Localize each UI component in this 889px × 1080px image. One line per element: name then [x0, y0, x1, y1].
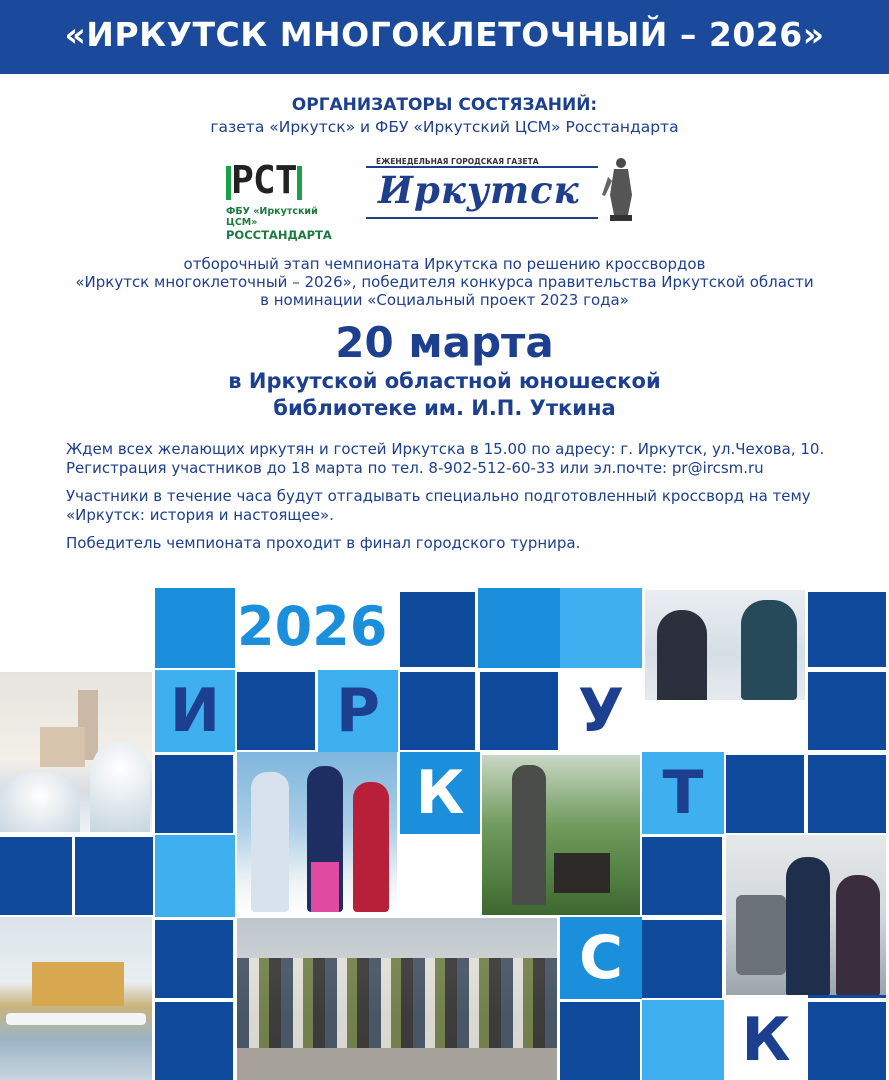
letter-t: Т	[662, 758, 704, 828]
info-registration: Регистрация участников до 18 марта по тел. 8-902-512-60-33 или эл.почте: pr@ircsm.ru	[66, 459, 764, 477]
grid-cell	[808, 592, 886, 667]
event-date: 20 марта	[335, 318, 554, 367]
newspaper-name: Иркутск	[378, 168, 580, 212]
photo-library-workshop	[645, 590, 805, 748]
grid-cell	[400, 672, 475, 750]
info-address: Ждем всех желающих иркутян и гостей Иркутска в 15.00 по адресу: г. Иркутск, ул.Чехова, 10.	[66, 440, 825, 458]
rst-logo-line2: РОССТАНДАРТА	[226, 228, 332, 242]
grid-cell	[642, 1000, 724, 1080]
letter-r: Р	[336, 676, 380, 746]
grid-cell	[478, 588, 560, 668]
grid-cell	[642, 920, 722, 998]
letter-i: И	[169, 676, 221, 746]
letter-cell-k2	[726, 1000, 806, 1080]
info-paragraph-2	[66, 487, 866, 525]
grid-cell	[808, 672, 886, 750]
photo-sports-winners	[237, 752, 397, 914]
description-line-1: отборочный этап чемпионата Иркутска по решению кроссвордов	[183, 255, 706, 273]
grid-cell	[155, 588, 235, 668]
monument-statue-icon	[598, 155, 644, 223]
grid-cell	[155, 835, 235, 917]
description-line-2: «Иркутск многоклеточный – 2026», победителя конкурса правительства Иркутской области	[75, 273, 814, 291]
grid-cell	[75, 837, 153, 915]
letter-cell-r	[318, 670, 398, 752]
letter-cell-t	[642, 752, 724, 834]
letter-cell-i	[155, 670, 235, 752]
info-paragraph-3: Победитель чемпионата проходит в финал городского турнира.	[66, 534, 581, 552]
grid-cell	[155, 920, 233, 998]
letter-cell-s	[560, 917, 642, 999]
event-venue	[0, 368, 889, 422]
grid-cell	[808, 1002, 886, 1080]
event-description	[0, 255, 889, 309]
grid-cell	[560, 588, 642, 668]
organizers-heading: ОРГАНИЗАТОРЫ СОСТЯЗАНИЙ:	[291, 95, 598, 115]
description-line-3: в номинации «Социальный проект 2023 года»	[260, 291, 629, 309]
grid-cell	[808, 755, 886, 833]
venue-line-2: библиотеке им. И.П. Уткина	[273, 396, 616, 420]
info-paragraph-1	[66, 440, 866, 478]
photo-winter-church	[0, 672, 152, 832]
grid-cell	[155, 755, 233, 833]
rst-bar-right	[297, 166, 302, 200]
venue-line-1: в Иркутской областной юношеской	[228, 369, 661, 393]
organizers-text: газета «Иркутск» и ФБУ «Иркутский ЦСМ» Росстандарта	[210, 118, 679, 136]
letter-cell-u	[560, 670, 642, 752]
photo-group	[237, 918, 557, 1080]
newspaper-logo	[366, 155, 644, 225]
grid-cell	[560, 1002, 640, 1080]
info-task-line-1: Участники в течение часа будут отгадывать специально подготовленный кроссворд на тему	[66, 487, 811, 505]
letter-cell-k1	[400, 752, 480, 834]
page-title: «ИРКУТСК МНОГОКЛЕТОЧНЫЙ – 2026»	[0, 0, 889, 74]
letter-k2: К	[741, 1005, 791, 1075]
grid-cell	[237, 672, 315, 750]
grid-cell	[400, 592, 475, 667]
letter-u: У	[577, 676, 625, 746]
grid-cell	[0, 837, 72, 915]
grid-cell	[726, 755, 804, 833]
rst-logo	[226, 160, 336, 240]
newspaper-tagline: ЕЖЕНЕДЕЛЬНАЯ ГОРОДСКАЯ ГАЗЕТА	[376, 157, 539, 166]
grid-cell	[480, 672, 558, 750]
event-info	[66, 440, 866, 562]
photo-students-lab	[726, 835, 886, 995]
letter-s: С	[578, 923, 624, 993]
rst-logo-line1: ФБУ «Иркутский ЦСМ»	[226, 206, 318, 228]
newspaper-rule-bottom	[366, 217, 598, 219]
photo-monument-park	[482, 755, 640, 915]
photo-river-city	[0, 917, 152, 1080]
info-task-line-2: «Иркутск: история и настоящее».	[66, 506, 334, 524]
rst-logo-letters: РСТ	[231, 158, 297, 202]
grid-cell	[642, 837, 722, 915]
grid-cell	[155, 1002, 233, 1080]
letter-k1: К	[415, 758, 465, 828]
rst-logo-mark	[226, 160, 336, 200]
crossword-year: 2026	[237, 595, 388, 658]
